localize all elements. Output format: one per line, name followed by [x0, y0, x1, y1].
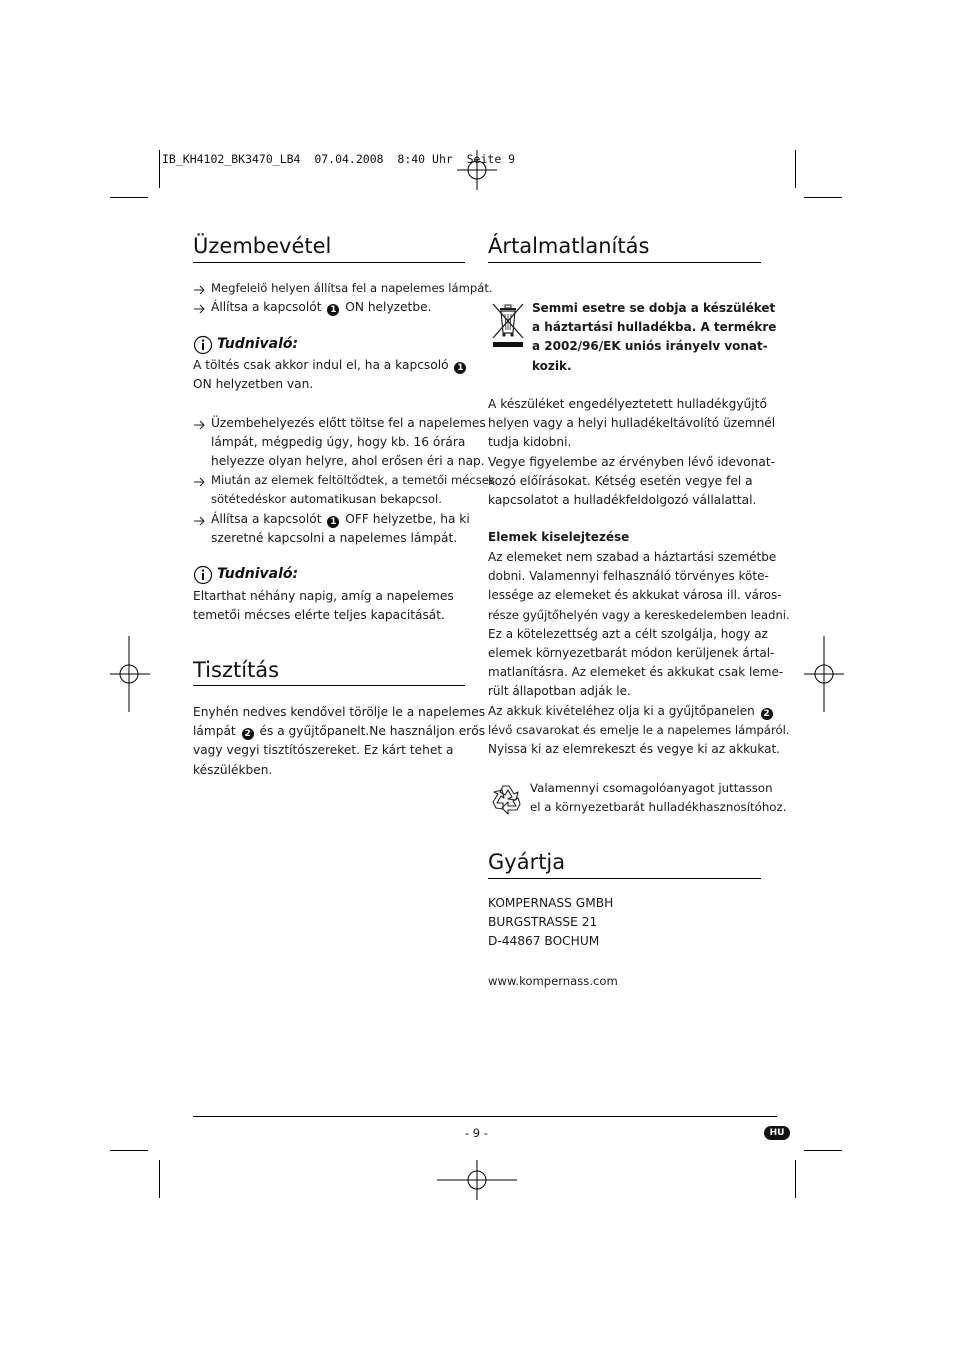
callout-number: 2: [761, 708, 773, 720]
crossed-bin-icon: [490, 300, 526, 348]
registration-mark-right: [804, 636, 844, 712]
list-item: Megfelelő helyen állítsa fel a napelemes lámpát.: [211, 281, 493, 295]
list-item: Állítsa a kapcsolót 1 OFF helyzetbe, ha ki szeretné kapcsolni a napelemes lámpát.: [211, 512, 470, 546]
registration-mark-left: [110, 636, 150, 712]
recycle-icon: [489, 780, 527, 818]
note-heading: Tudnivaló:: [217, 566, 299, 582]
manufacturer-address: KOMPERNASS GMBH BURGSTRASSE 21 D-44867 BOCHUM: [488, 896, 614, 949]
note-text: Eltarthat néhány napig, amíg a napelemes temetői mécses elérte teljes kapacitását.: [193, 589, 454, 623]
page-number: - 9 -: [465, 1126, 488, 1140]
list-item: Miután az elemek feltöltődtek, a temetői mécses sötétedéskor automatikusan bekapcsol.: [211, 473, 495, 507]
registration-mark-top: [457, 150, 497, 190]
recycle-note: Valamennyi csomagolóanyagot juttasson el a környezetbarát hulladékhasznosítóhoz.: [530, 781, 787, 815]
section-rule: [193, 262, 465, 263]
language-badge: HU: [764, 1126, 790, 1140]
arrow-bullet-icon: [193, 475, 207, 489]
section-title-tisztitas: Tisztítás: [193, 658, 280, 682]
list-item: Üzembehelyezés előtt töltse fel a napelemes lámpát, mégpedig úgy, hogy kb. 16 órára helyezze olyan helyre, ahol erősen éri a nap.: [211, 416, 486, 469]
paragraph: A készüléket engedélyeztetett hulladékgyűjtő helyen vagy a helyi hulladékeltávolító üzemnél tudja kidobni. Vegye figyelembe az érvényben lévő idevonat- kozó előírásokat. Kétség esetén vegye fel a kapcsolatot a hulladékfeldolgozó vállalattal.: [488, 397, 776, 508]
list-item: Állítsa a kapcsolót 1 ON helyzetbe.: [211, 300, 432, 315]
paragraph: Az elemeket nem szabad a háztartási szemétbe dobni. Valamennyi felhasználó törvényes köte- lessége az elemeket és akkukat városa ill. város- része gyűjtőhelyén vagy a kereskedelemben leadni. Ez a kötelezettség azt a célt szolgálja, hogy az elemek környezetbarát módon kerüljenek ártal- matlanításra. Az elemeket és akkukat csak leme- rült állapotban adják le. Az akkuk kivételéhez olja ki a gyűjtőpanelen 2 lévő csavarokat és emelje le a napelemes lámpáról. Nyissa ki az elemrekeszt és vegye ki az akkukat.: [488, 550, 790, 757]
section-title-gyartja: Gyártja: [488, 850, 566, 874]
print-slug: IB_KH4102_BK3470_LB4 07.04.2008 8:40 Uhr Seite 9: [162, 152, 516, 166]
paragraph: Enyhén nedves kendővel törölje le a napelemes lámpát 2 és a gyűjtőpanelt.Ne használjon erős vagy vegyi tisztítószereket. Ez kárt tehet a készülékben.: [193, 705, 486, 777]
section-rule: [193, 685, 465, 686]
manufacturer-website: www.kompernass.com: [488, 974, 618, 988]
section-title-artalmatlanitas: Ártalmatlanítás: [488, 234, 650, 258]
callout-number: 1: [327, 304, 339, 316]
callout-number: 1: [327, 516, 339, 528]
disposal-warning: Semmi esetre se dobja a készüléket a háztartási hulladékba. A termékre a 2002/96/EK uniós irányelv vonat- kozik.: [532, 301, 777, 373]
note-text: A töltés csak akkor indul el, ha a kapcsoló 1 ON helyzetben van.: [193, 356, 468, 394]
registration-mark-bottom: [437, 1160, 517, 1200]
info-icon: [193, 335, 213, 355]
info-icon: [193, 565, 213, 585]
section-title-uzembevetel: Üzembevétel: [193, 234, 332, 258]
section-rule: [488, 262, 761, 263]
note-heading: Tudnivaló:: [217, 336, 299, 352]
arrow-bullet-icon: [193, 514, 207, 528]
arrow-bullet-icon: [193, 302, 207, 316]
callout-number: 1: [454, 362, 466, 374]
footer-rule: [193, 1116, 777, 1117]
arrow-bullet-icon: [193, 283, 207, 297]
arrow-bullet-icon: [193, 418, 207, 432]
subheading: Elemek kiselejtezése: [488, 530, 630, 544]
section-rule: [488, 878, 761, 879]
callout-number: 2: [242, 728, 254, 740]
